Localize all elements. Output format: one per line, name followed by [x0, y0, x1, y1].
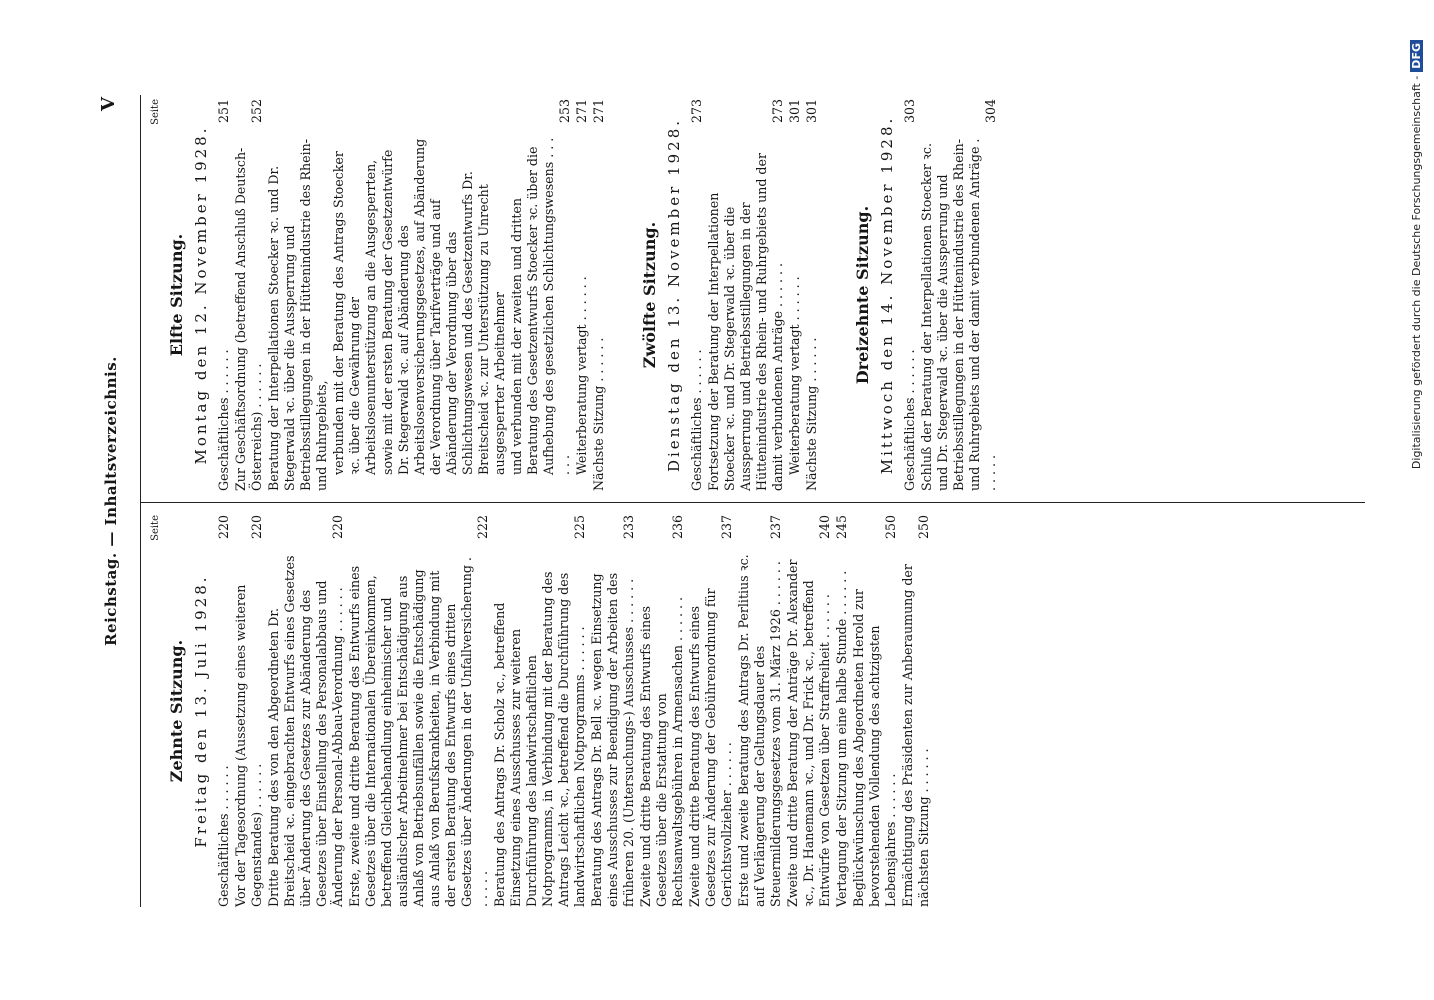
- dfg-sidebar: [1410, 40, 1434, 960]
- toc-entry: [216, 99, 232, 491]
- session-date: Montag den 12. November 1928.: [192, 125, 210, 465]
- toc-entry: [638, 515, 686, 907]
- toc-entry-text: Beratung des Antrags Dr. Scholz ꝛc., betreffend Einsetzung eines Ausschusses zur weiteren Durchführung des landwirtschaftlichen Notprogramms, in Verbindung mit der Beratung des Antrags Leicht ꝛc., betreffend die Durchführung des landwirtschaftlichen Notprogramms . . .: [492, 553, 588, 907]
- toc-entry-page: 271: [574, 99, 589, 124]
- toc-entry-text: Zur Geschäftsordnung (betreffend Anschluß Deutsch-Österreichs) . . .: [233, 137, 265, 491]
- toc-entry-text: Beratung des Antrags Dr. Bell ꝛc. wegen Einsetzung eines Ausschusses zur Beendigung der Arbeiten des früheren 20. (Untersuchungs-) Ausschusses . . .: [589, 553, 637, 907]
- toc-entry-text: Fortsetzung der Beratung der Interpellationen Stoecker ꝛc. und Dr. Stegerwald ꝛc. über die Aussperrung und Betriebsstillegungen in der Hüttenindustrie des Rhein- und Ruhrgebiets und der damit verbundenen Anträge . . .: [706, 137, 786, 491]
- toc-entry-page: 273: [770, 99, 785, 124]
- toc-entry-text: Geschäftliches . . .: [216, 137, 232, 491]
- toc-entry: [851, 515, 899, 907]
- toc-entry: [706, 99, 786, 491]
- toc-entry-page: 253: [557, 99, 572, 124]
- toc-entry-page: 245: [834, 515, 849, 540]
- page-column-label: Seite: [150, 515, 161, 541]
- toc-entry-page: 304: [983, 99, 998, 124]
- rotated-page-content: [80, 95, 1365, 907]
- session-title: Elfte Sitzung.: [167, 233, 186, 357]
- toc-entry: [574, 99, 590, 491]
- toc-entry: [900, 515, 932, 907]
- toc-entry-text: Ermächtigung des Präsidenten zur Anberaumung der nächsten Sitzung . . .: [900, 553, 932, 907]
- toc-entry-text: Zweite und dritte Beratung der Anträge Dr. Alexander ꝛc., Dr. Hanemann ꝛc., und Dr. Frick ꝛc., betreffend Entwürfe von Gesetzen über Straffreiheit . . .: [785, 553, 833, 907]
- toc-entry: [902, 99, 918, 491]
- toc-entry-page: 220: [330, 515, 345, 540]
- toc-entry: [589, 515, 637, 907]
- toc-entry-text: Zweite und dritte Beratung des Entwurfs eines Gesetzes über die Erstattung von Rechtsanwaltsgebühren in Armensachen . . .: [638, 553, 686, 907]
- toc-entry-text: Nächste Sitzung . . .: [591, 137, 607, 491]
- column-divider: [140, 502, 1365, 503]
- toc-entry-text: Schluß der Beratung der Interpellationen Stoecker ꝛc. und Dr. Stegerwald ꝛc. über die Aussperrung und Betriebsstillegungen in der Hüttenindustrie des Rhein- und Ruhrgebiets und der damit verbundenen Anträge . . .: [919, 137, 999, 491]
- toc-entry-page: 250: [883, 515, 898, 540]
- toc-entry-text: Weiterberatung vertagt . . .: [574, 137, 590, 491]
- toc-entry-text: Vor der Tagesordnung (Aussetzung eines weiteren Gegenstandes) . . .: [233, 553, 265, 907]
- toc-entry: [834, 515, 850, 907]
- toc-entry-page: 250: [916, 515, 931, 540]
- toc-entry-page: 220: [249, 515, 264, 540]
- toc-entry-page: 222: [475, 515, 490, 540]
- toc-entry-text: Vertagung der Sitzung um eine halbe Stunde . . .: [834, 553, 850, 907]
- toc-entry: [509, 99, 573, 491]
- session-title: Zehnte Sitzung.: [167, 639, 186, 783]
- toc-entry-text: Nächste Sitzung . . .: [804, 137, 820, 491]
- toc-entry-page: 237: [719, 515, 734, 540]
- toc-entry-text: Geschäftliches . . .: [216, 553, 232, 907]
- running-title: Reichstag. — Inhaltsverzeichnis.: [102, 356, 120, 646]
- toc-entry-text: und verbunden mit der zweiten und dritten Beratung des Gesetzentwurfs Stoecker ꝛc. über die Aufhebung des gesetzlichen Schlichtungswesens . . .: [509, 137, 573, 491]
- toc-entry-page: 237: [768, 515, 783, 540]
- toc-entry-text: sowie mit der ersten Beratung der Gesetzentwürfe Dr. Stegerwald ꝛc. auf Abänderung des Arbeitslosenversicherungsgesetzes, auf Abänderung der Verordnung über Tarifverträge und auf Abänderung der Verordnung über das Schlichtungswesen und des Gesetzentwurfs Dr. Breitscheid ꝛc. zur Unterstützung zu Unrecht ausgesperrter Arbeitnehmer: [380, 138, 507, 475]
- toc-entry-page: 271: [591, 99, 606, 124]
- toc-entry-page: 225: [572, 515, 587, 540]
- toc-entry-text: Zweite und dritte Beratung des Entwurfs eines Gesetzes zur Änderung der Gebührenordnung für Gerichtsvollzieher . . .: [687, 553, 735, 907]
- session-date: Freitag den 13. Juli 1928.: [192, 574, 210, 848]
- toc-entry: [233, 99, 265, 491]
- toc-entry-text: verbunden mit der Beratung des Antrags Stoecker ꝛc. über die Gewährung der Arbeitslosenunterstützung an die Ausgesperrten,: [331, 151, 378, 475]
- toc-entry-text: Geschäftliches . . .: [689, 137, 705, 491]
- left-column: [150, 515, 933, 907]
- toc-entry: [233, 515, 265, 907]
- toc-entry: [804, 99, 820, 491]
- toc-entry-page: 236: [670, 515, 685, 540]
- toc-entry-text: Beglückwünschung des Abgeordneten Herold zur bevorstehenden Vollendung des achtzigsten Lebensjahres . . .: [851, 553, 899, 907]
- toc-entry: [492, 515, 588, 907]
- dfg-logo: DFG: [1410, 40, 1423, 72]
- session-date: Mittwoch den 14. November 1928.: [878, 115, 896, 475]
- toc-entry-page: 251: [216, 99, 231, 124]
- toc-entry-page: 273: [689, 99, 704, 124]
- toc-entry-page: 233: [621, 515, 636, 540]
- toc-entry: [266, 515, 346, 907]
- toc-entry-page: 252: [249, 99, 264, 124]
- toc-entry: [591, 99, 607, 491]
- toc-entry: [347, 515, 491, 907]
- toc-entry: [687, 515, 735, 907]
- page-header: [80, 95, 141, 907]
- toc-entry: [331, 99, 379, 491]
- toc-entry-page: 240: [817, 515, 832, 540]
- toc-entry: [736, 515, 784, 907]
- toc-entry: [380, 99, 508, 491]
- toc-entry: [785, 515, 833, 907]
- sidebar-text: Digitalisierung gefördert durch die Deutsche Forschungsgemeinschaft -: [1410, 75, 1423, 470]
- toc-entry: [216, 515, 232, 907]
- toc-entry-text: Erste und zweite Beratung des Antrags Dr. Perlitius ꝛc. auf Verlängerung der Geltungsdauer des Steuermilderungsgesetzes vom 31. März 1926 . . .: [736, 553, 784, 907]
- toc-entry-page: 301: [787, 99, 802, 124]
- session-title: Zwölfte Sitzung.: [640, 221, 659, 369]
- toc-entry: [266, 99, 330, 491]
- session-date: Dienstag den 13. November 1928.: [665, 117, 683, 473]
- toc-entry-page: 303: [902, 99, 917, 124]
- page-number: V: [98, 97, 119, 111]
- toc-entry-text: Dritte Beratung des von den Abgeordneten Dr. Breitscheid ꝛc. eingebrachten Entwurfs eines Gesetzes über Änderung des Gesetzes zur Abänderung des Gesetzes über Einstellung des Personalabbaus und Änderung der Personal-Abbau-Verordnung . . .: [266, 553, 346, 907]
- toc-entry-text: Weiterberatung vertagt . . .: [787, 137, 803, 491]
- toc-entry-text: Geschäftliches . . .: [902, 137, 918, 491]
- page-column-label: Seite: [150, 99, 161, 125]
- session-title: Dreizehnte Sitzung.: [853, 205, 872, 385]
- toc-entry-page: 301: [804, 99, 819, 124]
- toc-entry-page: 220: [216, 515, 231, 540]
- toc-entry-text: Erste, zweite und dritte Beratung des Entwurfs eines Gesetzes über die Internationalen Übereinkommen, betreffend Gleichbehandlung einheimischer und ausländischer Arbeitnehmer bei Entschädigung aus Anlaß von Betriebsunfällen sowie die Entschädigung aus Anlaß von Berufskrankheiten, in Verbindung mit der ersten Beratung des Entwurfs eines dritten Gesetzes über Änderungen in der Unfallversicherung . . .: [347, 553, 491, 907]
- toc-entry: [787, 99, 803, 491]
- toc-entry-text: Beratung der Interpellationen Stoecker ꝛc. und Dr. Stegerwald ꝛc. über die Aussperrung und Betriebsstillegungen in der Hüttenindustrie des Rhein- und Ruhrgebiets,: [266, 139, 329, 491]
- toc-entry: [919, 99, 999, 491]
- toc-entry: [689, 99, 705, 491]
- scanned-page: [80, 95, 1365, 907]
- right-column: [150, 99, 1000, 491]
